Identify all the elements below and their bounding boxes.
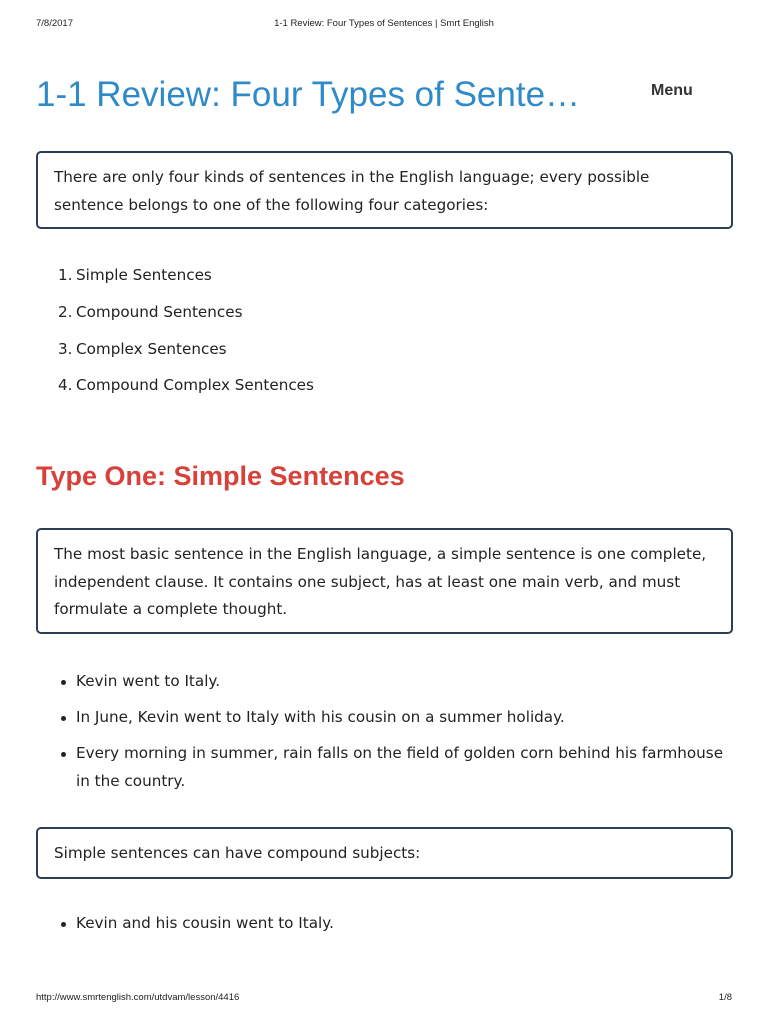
- print-header: [36, 18, 732, 32]
- page-number: 1/8: [718, 992, 732, 1003]
- list-item-text: Complex Sentences: [76, 340, 227, 358]
- intro-callout: There are only four kinds of sentences in the English language; every possible sentence belongs to one of the following four categories:: [36, 151, 733, 229]
- list-item: [58, 704, 728, 732]
- list-number: 2.: [58, 303, 73, 321]
- page-title: 1-1 Review: Four Types of Sente…: [36, 75, 581, 114]
- list-item: [58, 740, 728, 795]
- list-item: [58, 299, 728, 327]
- list-item-text: In June, Kevin went to Italy with his cousin on a summer holiday.: [76, 708, 565, 726]
- list-item: [58, 262, 728, 290]
- list-item-text: Kevin went to Italy.: [76, 672, 221, 690]
- compound-subject-callout: Simple sentences can have compound subjects:: [36, 827, 733, 879]
- bullet-icon: [61, 752, 66, 757]
- list-item-text: Simple Sentences: [76, 266, 212, 284]
- list-number: 1.: [58, 266, 73, 284]
- print-date: 7/8/2017: [36, 18, 73, 29]
- menu-button[interactable]: Menu: [651, 82, 693, 99]
- list-item: [58, 668, 728, 696]
- print-footer: [36, 992, 732, 1006]
- simple-sentence-callout: The most basic sentence in the English language, a simple sentence is one complete, independent clause. It contains one subject, has at least one main verb, and must formulate a complete thought.: [36, 528, 733, 634]
- print-page-title: 1-1 Review: Four Types of Sentences | Smrt English: [274, 18, 494, 29]
- list-item: [58, 372, 728, 400]
- list-item: [58, 336, 728, 364]
- list-item-text: Every morning in summer, rain falls on the field of golden corn behind his farmhouse in the country.: [76, 744, 724, 790]
- list-number: 3.: [58, 340, 73, 358]
- list-item-text: Compound Complex Sentences: [76, 376, 314, 394]
- list-item-text: Compound Sentences: [76, 303, 243, 321]
- list-item: [58, 910, 728, 938]
- bullet-icon: [61, 922, 66, 927]
- list-item-text: Kevin and his cousin went to Italy.: [76, 914, 334, 932]
- bullet-icon: [61, 716, 66, 721]
- list-number: 4.: [58, 376, 73, 394]
- page-url: http://www.smrtenglish.com/utdvam/lesson/4416: [36, 992, 240, 1003]
- bullet-icon: [61, 680, 66, 685]
- section-heading: Type One: Simple Sentences: [36, 461, 405, 491]
